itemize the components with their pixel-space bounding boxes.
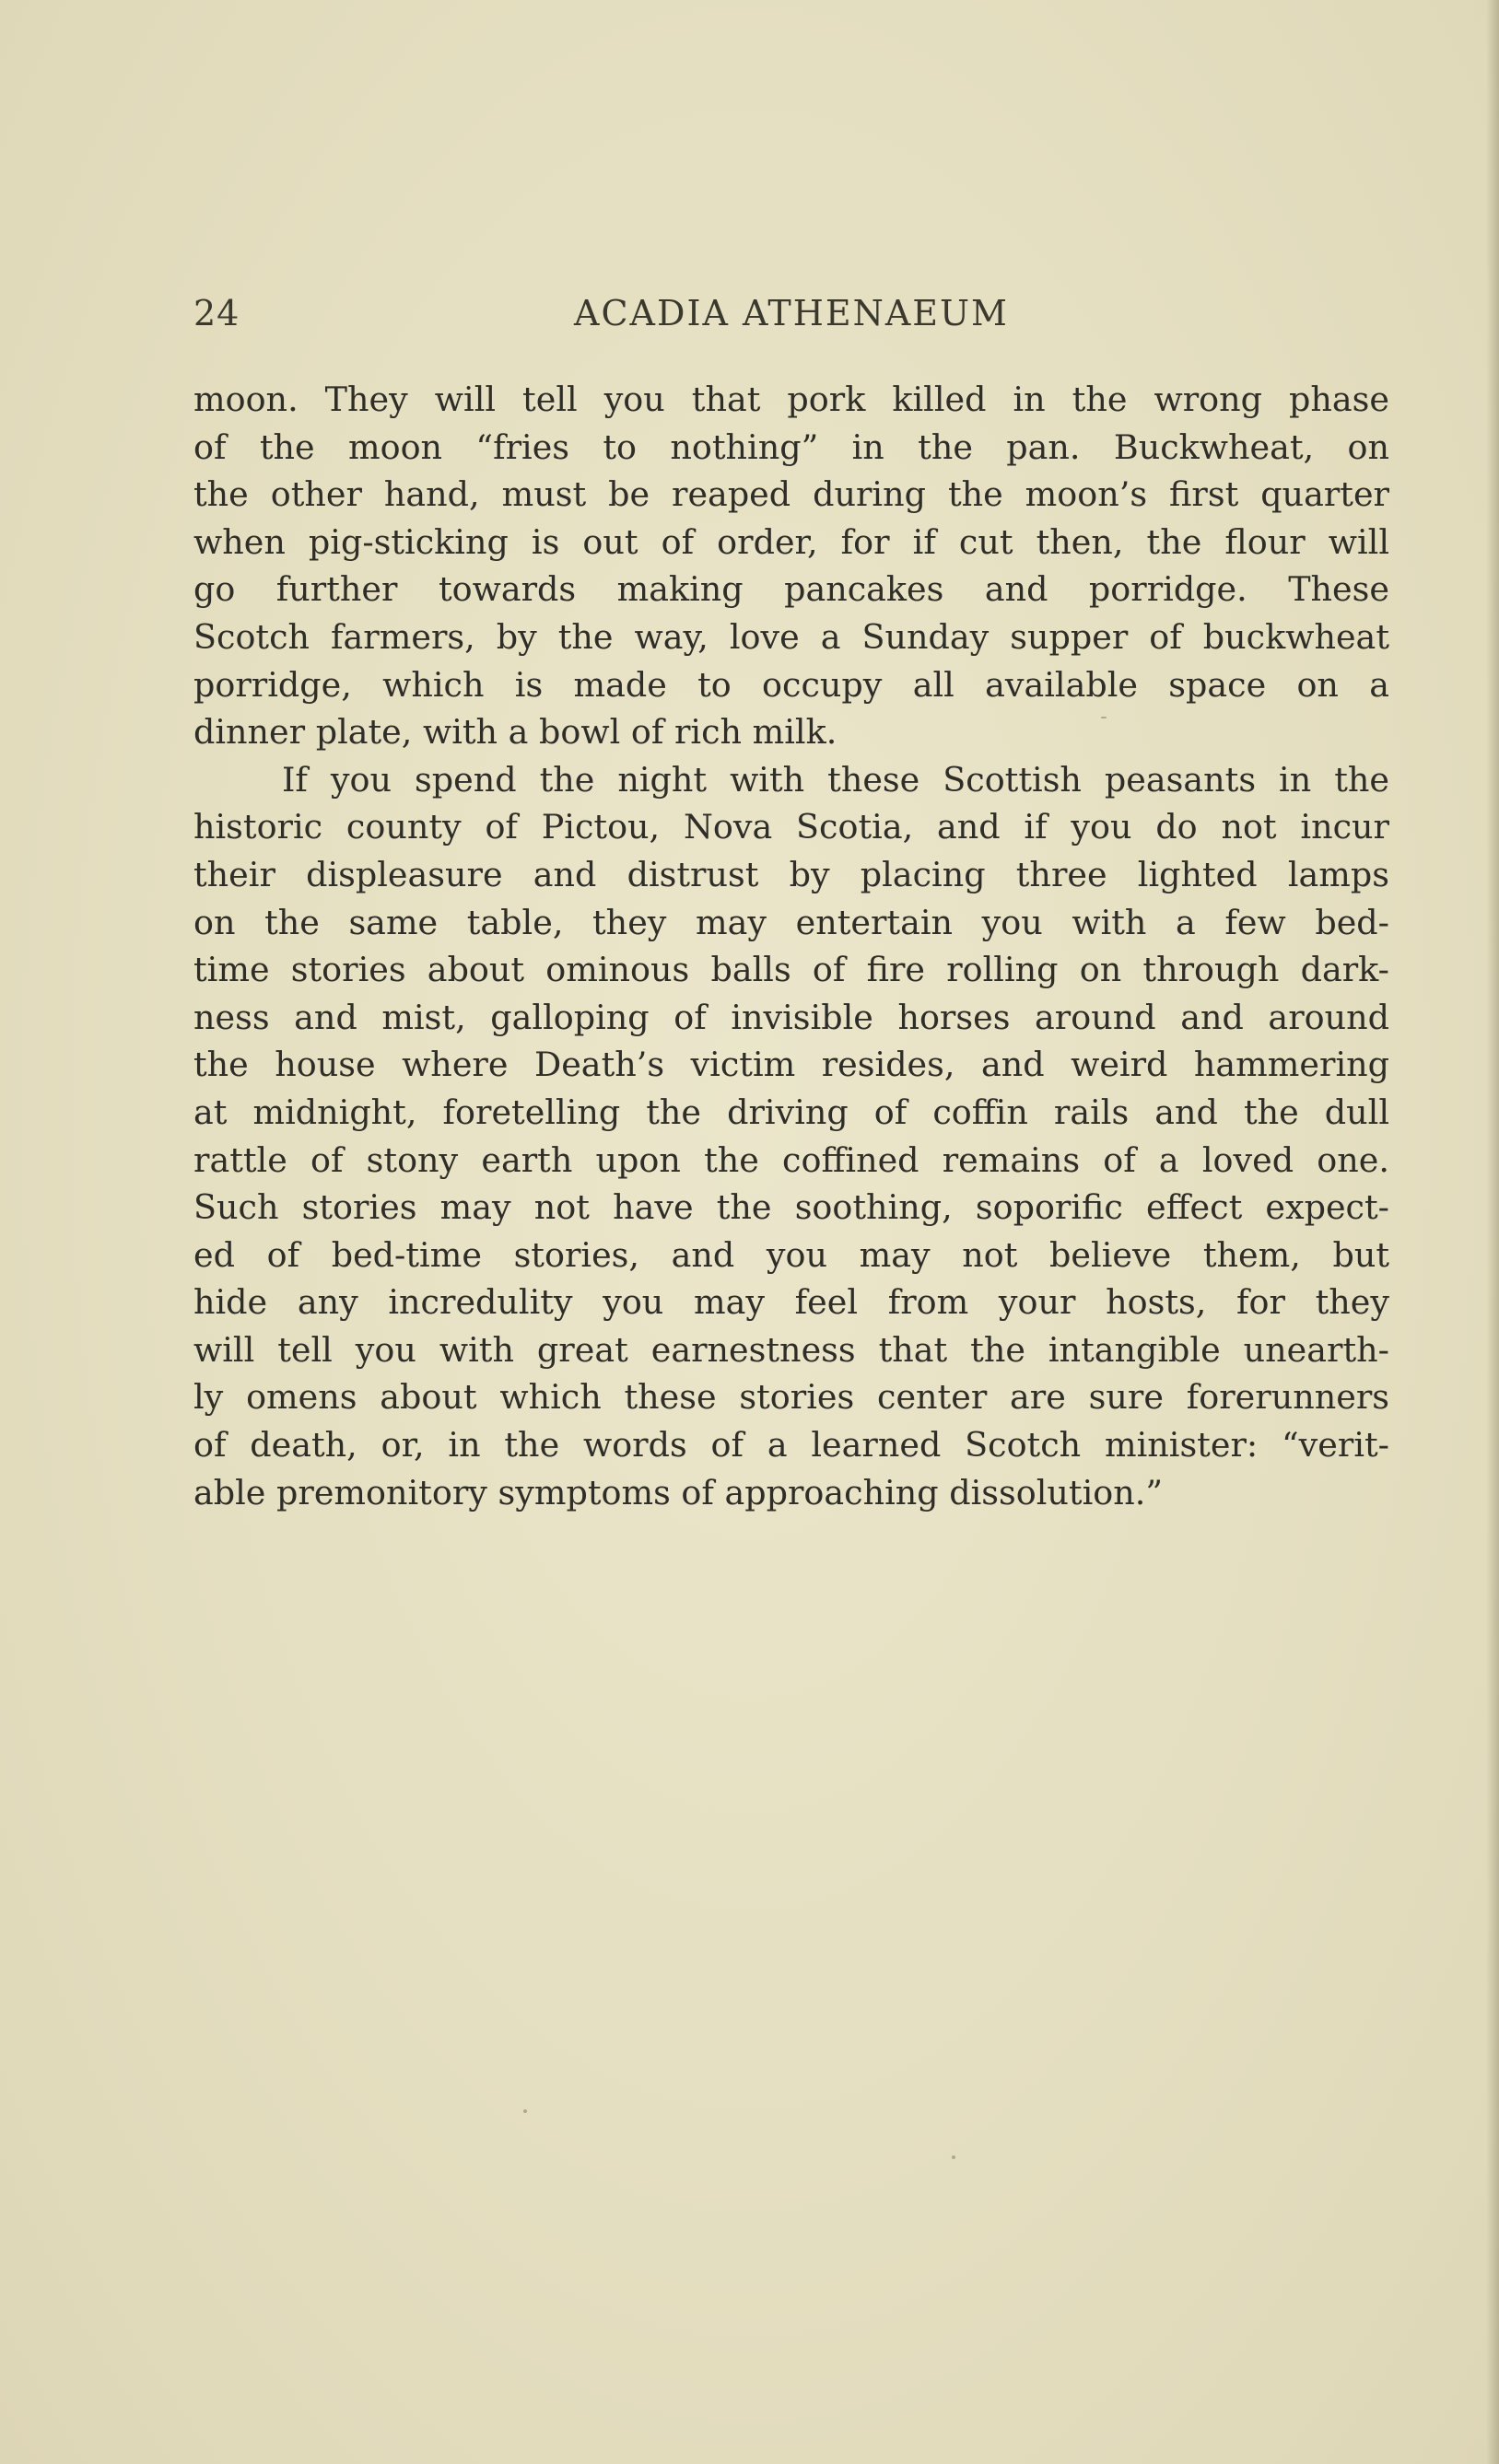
text-line: ly omens about which these stories center are sure forerunners: [193, 1377, 1389, 1418]
text-line: at midnight, foretelling the driving of coffin rails and the dull: [193, 1092, 1389, 1132]
text-line: time stories about ominous balls of fire rolling on through dark-: [193, 950, 1389, 990]
text-line: ed of bed-time stories, and you may not believe them, but: [193, 1234, 1389, 1275]
text-line: moon. They will tell you that pork killed in the wrong phase: [193, 380, 1389, 419]
text-line: ness and mist, galloping of invisible horses around and around: [193, 997, 1389, 1037]
text-line: hide any incredulity you may feel from your hosts, for they: [193, 1282, 1389, 1323]
text-line: of death, or, in the words of a learned Scotch minister: “verit-: [193, 1425, 1389, 1466]
text-line: the house where Death’s victim resides, and weird hammering: [193, 1045, 1389, 1085]
text-line: historic county of Pictou, Nova Scotia, and if you do not incur: [193, 807, 1389, 847]
text-line: Such stories may not have the soothing, soporific effect expect-: [193, 1187, 1389, 1228]
text-line: on the same table, they may entertain you with a few bed-: [193, 902, 1389, 942]
text-line: when pig-sticking is out of order, for if cut then, the flour will: [193, 521, 1389, 562]
text-line: porridge, which is made to occupy all available space on a: [193, 664, 1389, 705]
text-line: rattle of stony earth upon the coffined remains of a loved one.: [193, 1139, 1389, 1180]
paper-speck: [1101, 717, 1107, 718]
text-line: of the moon “fries to nothing” in the pan. Buckwheat, on: [193, 426, 1389, 467]
text-line: Scotch farmers, by the way, love a Sunday supper of buckwheat: [193, 616, 1389, 657]
body-text: [193, 376, 1389, 1516]
paper-speck: [523, 2109, 527, 2113]
text-line: their displeasure and distrust by placing three lighted lamps: [193, 854, 1389, 894]
page-number: 24: [193, 293, 240, 333]
paragraph-2: [193, 756, 1389, 1517]
page-header: [193, 293, 1389, 344]
text-line: dinner plate, with a bowl of rich milk.: [193, 712, 837, 753]
page-edge-shadow: [1486, 0, 1499, 2464]
paper-speck: [952, 2155, 955, 2159]
text-line: go further towards making pancakes and porridge. These: [193, 569, 1389, 610]
text-line: the other hand, must be reaped during the moon’s first quarter: [193, 474, 1389, 515]
text-line: If you spend the night with these Scottish peasants in the: [282, 759, 1389, 800]
text-line: able premonitory symptoms of approaching dissolution.”: [193, 1472, 1164, 1512]
paragraph-1: [193, 376, 1389, 756]
running-head: ACADIA ATHENAEUM: [574, 293, 1009, 333]
text-line: will tell you with great earnestness that the intangible unearth-: [193, 1329, 1389, 1370]
